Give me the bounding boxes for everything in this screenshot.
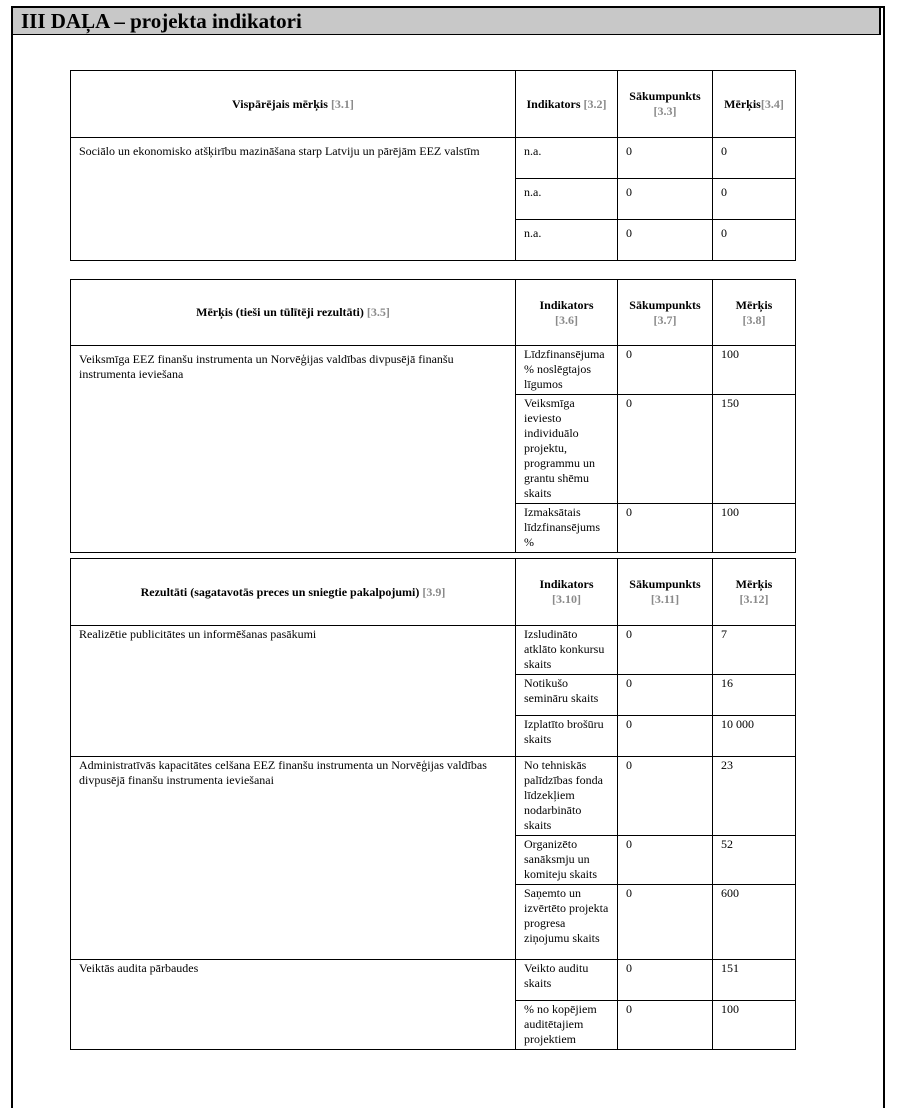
- table-header-row: [71, 71, 796, 138]
- table-header-row: [71, 280, 796, 346]
- table-row: [71, 346, 796, 395]
- col-header-indicator: Indikators [3.2]: [516, 71, 618, 138]
- target-cell: 52: [713, 836, 796, 885]
- target-cell: 16: [713, 675, 796, 716]
- col-header-target: Mērķis [3.12]: [713, 559, 796, 626]
- indicator-cell: Izsludināto atklāto konkursu skaits: [516, 626, 618, 675]
- general-objective-table: [70, 70, 796, 261]
- indicator-cell: Izmaksātais līdzfinansējums %: [516, 504, 618, 553]
- table-row: [71, 138, 796, 179]
- target-cell: 150: [713, 395, 796, 504]
- indicator-cell: n.a.: [516, 220, 618, 261]
- col-header-objective: Rezultāti (sagatavotās preces un sniegtie pakalpojumi) [3.9]: [71, 559, 516, 626]
- indicator-cell: Saņemto un izvērtēto projekta progresa ziņojumu skaits: [516, 885, 618, 960]
- target-cell: 0: [713, 138, 796, 179]
- target-cell: 600: [713, 885, 796, 960]
- indicator-cell: Līdzfinansējuma % noslēgtajos līgumos: [516, 346, 618, 395]
- col-header-target: Mērķis[3.4]: [713, 71, 796, 138]
- col-header-indicator: Indikators [3.10]: [516, 559, 618, 626]
- baseline-cell: 0: [618, 504, 713, 553]
- target-cell: 100: [713, 346, 796, 395]
- baseline-cell: 0: [618, 675, 713, 716]
- baseline-cell: 0: [618, 1001, 713, 1050]
- baseline-cell: 0: [618, 836, 713, 885]
- results-table: [70, 558, 796, 1050]
- table-header-row: [71, 559, 796, 626]
- indicator-cell: Veiksmīga ieviesto individuālo projektu, programmu un grantu shēmu skaits: [516, 395, 618, 504]
- indicator-cell: % no kopējiem auditētajiem projektiem: [516, 1001, 618, 1050]
- baseline-cell: 0: [618, 138, 713, 179]
- baseline-cell: 0: [618, 179, 713, 220]
- baseline-cell: 0: [618, 395, 713, 504]
- objective-cell: Sociālo un ekonomisko atšķirību mazināšana starp Latviju un pārējām EEZ valstīm: [71, 138, 516, 261]
- indicator-cell: No tehniskās palīdzības fonda līdzekļiem nodarbināto skaits: [516, 757, 618, 836]
- col-header-baseline: Sākumpunkts [3.7]: [618, 280, 713, 346]
- target-cell: 0: [713, 220, 796, 261]
- col-header-baseline: Sākumpunkts [3.3]: [618, 71, 713, 138]
- immediate-objective-table: [70, 279, 796, 553]
- indicator-cell: Izplatīto brošūru skaits: [516, 716, 618, 757]
- indicator-cell: n.a.: [516, 138, 618, 179]
- col-header-objective: Mērķis (tieši un tūlītēji rezultāti) [3.5]: [71, 280, 516, 346]
- baseline-cell: 0: [618, 885, 713, 960]
- col-header-target: Mērķis [3.8]: [713, 280, 796, 346]
- target-cell: 151: [713, 960, 796, 1001]
- indicator-cell: Veikto auditu skaits: [516, 960, 618, 1001]
- objective-cell: Realizētie publicitātes un informēšanas pasākumi: [71, 626, 516, 757]
- target-cell: 0: [713, 179, 796, 220]
- indicator-cell: Notikušo semināru skaits: [516, 675, 618, 716]
- baseline-cell: 0: [618, 626, 713, 675]
- col-header-indicator: Indikators [3.6]: [516, 280, 618, 346]
- objective-cell: Veiksmīga EEZ finanšu instrumenta un Norvēģijas valdības divpusējā finanšu instrumenta ieviešana: [71, 346, 516, 553]
- target-cell: 23: [713, 757, 796, 836]
- table-row: [71, 757, 796, 836]
- section-header: [11, 6, 881, 35]
- indicator-cell: n.a.: [516, 179, 618, 220]
- objective-cell: Veiktās audita pārbaudes: [71, 960, 516, 1050]
- target-cell: 100: [713, 504, 796, 553]
- col-header-baseline: Sākumpunkts [3.11]: [618, 559, 713, 626]
- target-cell: 10 000: [713, 716, 796, 757]
- table-row: [71, 626, 796, 675]
- baseline-cell: 0: [618, 220, 713, 261]
- indicator-cell: Organizēto sanāksmju un komiteju skaits: [516, 836, 618, 885]
- baseline-cell: 0: [618, 716, 713, 757]
- table-row: [71, 960, 796, 1001]
- target-cell: 100: [713, 1001, 796, 1050]
- baseline-cell: 0: [618, 346, 713, 395]
- target-cell: 7: [713, 626, 796, 675]
- objective-cell: Administratīvās kapacitātes celšana EEZ finanšu instrumenta un Norvēģijas valdības divpusējā finanšu instrumenta ieviešanai: [71, 757, 516, 960]
- section-title: III DAĻA – projekta indikatori: [21, 9, 302, 33]
- baseline-cell: 0: [618, 757, 713, 836]
- col-header-objective: Vispārējais mērķis [3.1]: [71, 71, 516, 138]
- baseline-cell: 0: [618, 960, 713, 1001]
